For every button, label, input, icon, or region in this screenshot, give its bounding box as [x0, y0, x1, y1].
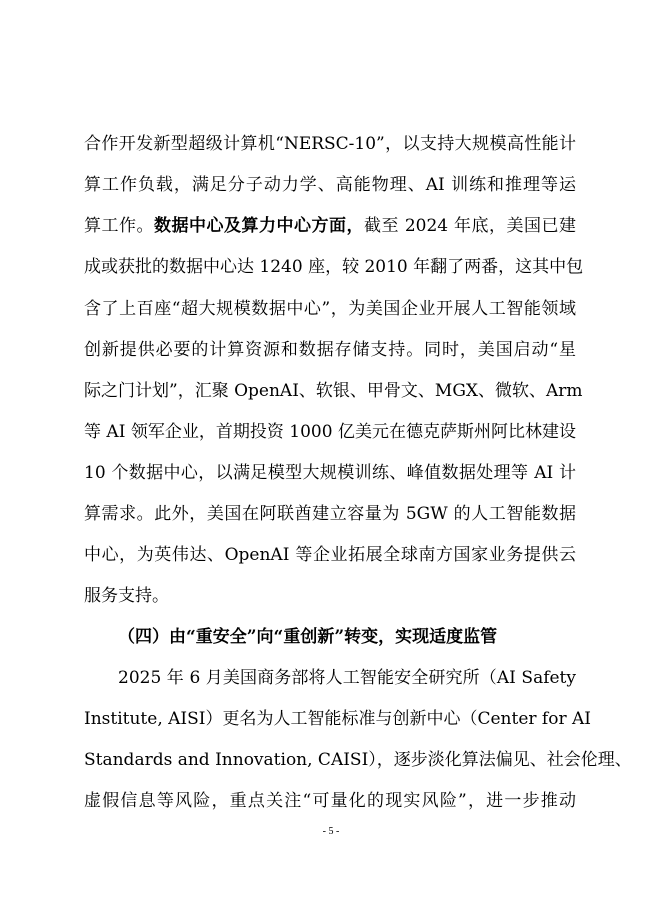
body-line-6: 创新提供必要的计算资源和数据存储支持。同时，美国启动“星	[84, 340, 576, 360]
para2-line-2: Institute, AISI）更名为人工智能标准与创新中心（Center for AI	[84, 709, 591, 729]
para2-line-3: Standards and Innovation, CAISI），逐步淡化算法偏见、社会伦理、	[84, 750, 632, 770]
body-line-2: 算工作负载，满足分子动力学、高能物理、AI 训练和推理等运	[84, 175, 576, 195]
para2-line-1: 2025 年 6 月美国商务部将人工智能安全研究所（AI Safety	[118, 668, 576, 688]
body-line-10: 算需求。此外，美国在阿联酋建立容量为 5GW 的人工智能数据	[84, 504, 576, 524]
page-number: - 5 -	[322, 826, 340, 837]
section-heading: （四）由“重安全”向“重创新”转变，实现适度监管	[118, 627, 498, 647]
body-line-1: 合作开发新型超级计算机“NERSC-10”，以支持大规模高性能计	[84, 134, 576, 154]
body-line-3-post: 截至 2024 年底，美国已建	[363, 216, 577, 236]
body-line-12: 服务支持。	[84, 586, 169, 606]
para2-line-4: 虚假信息等风险，重点关注“可量化的现实风险”，进一步推动	[84, 791, 576, 811]
bold-phrase: 数据中心及算力中心方面，	[154, 216, 364, 236]
body-line-7: 际之门计划”，汇聚 OpenAI、软银、甲骨文、MGX、微软、Arm	[84, 381, 583, 401]
body-line-9: 10 个数据中心，以满足模型大规模训练、峰值数据处理等 AI 计	[84, 463, 576, 483]
body-line-8: 等 AI 领军企业，首期投资 1000 亿美元在德克萨斯州阿比林建设	[84, 422, 576, 442]
body-line-5: 含了上百座“超大规模数据中心”，为美国企业开展人工智能领域	[84, 299, 576, 319]
body-line-3-pre: 算工作。	[84, 216, 154, 236]
body-line-3	[84, 214, 576, 238]
body-line-4: 成或获批的数据中心达 1240 座，较 2010 年翻了两番，这其中包	[84, 257, 584, 277]
body-line-11: 中心，为英伟达、OpenAI 等企业拓展全球南方国家业务提供云	[84, 545, 576, 565]
